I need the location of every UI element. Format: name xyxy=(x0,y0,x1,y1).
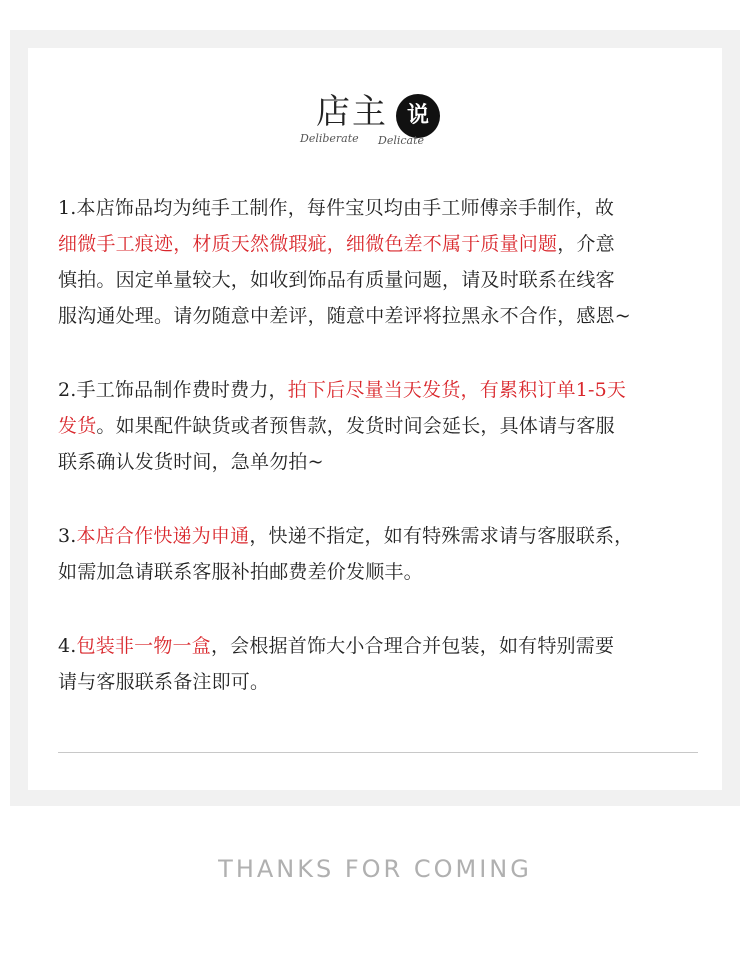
highlight-text: 拍下后尽量当天发货，有累积订单1-5天 xyxy=(287,379,627,401)
notice-paragraph xyxy=(58,190,702,334)
notice-line xyxy=(58,554,702,590)
notice-text: ，介意 xyxy=(557,233,615,255)
highlight-text: 本店合作快递为申通 xyxy=(76,525,250,547)
notice-line xyxy=(58,372,702,408)
notice-line xyxy=(58,664,702,700)
thanks-footer: THANKS FOR COMING xyxy=(218,855,532,883)
logo-script xyxy=(300,132,460,156)
notice-text: 联系确认发货时间，急单勿拍~ xyxy=(58,451,324,473)
notice-text: 如需加急请联系客服补拍邮费差价发顺丰。 xyxy=(58,561,423,583)
logo-title: 店主 xyxy=(316,92,388,132)
notice-paragraph xyxy=(58,518,702,590)
notice-line xyxy=(58,190,702,226)
notice-line xyxy=(58,408,702,444)
logo-script-right: Delicate xyxy=(378,134,425,147)
notice-text: ，快递不指定，如有特殊需求请与客服联系， xyxy=(249,525,634,547)
notice-text: 4. xyxy=(58,635,77,657)
notice-text: ，会根据首饰大小合理合并包装，如有特别需要 xyxy=(210,635,615,657)
notice-paragraph xyxy=(58,372,702,480)
notice-line xyxy=(58,226,702,262)
highlight-text: 细微手工痕迹，材质天然微瑕疵，细微色差不属于质量问题 xyxy=(58,233,558,255)
notice-text: 请与客服联系备注即可。 xyxy=(58,671,270,693)
notice-text: 慎拍。因定单量较大，如收到饰品有质量问题，请及时联系在线客 xyxy=(58,269,615,291)
notice-line xyxy=(58,298,702,334)
notice-paragraph xyxy=(58,628,702,700)
notice-line xyxy=(58,262,702,298)
divider xyxy=(58,752,698,753)
highlight-text: 包装非一物一盒 xyxy=(76,635,211,657)
highlight-text: 发货 xyxy=(58,415,97,437)
notice-line xyxy=(58,628,702,664)
logo-circle-char: 说 xyxy=(396,94,440,138)
notice-line xyxy=(58,518,702,554)
logo-script-left: Deliberate xyxy=(300,132,359,145)
notice-text: 。如果配件缺货或者预售款，发货时间会延长，具体请与客服 xyxy=(96,415,615,437)
notice-text: 2.手工饰品制作费时费力， xyxy=(58,379,288,401)
notice-text: 3. xyxy=(58,525,77,547)
notice-list xyxy=(58,190,702,738)
notice-line xyxy=(58,444,702,480)
shop-owner-says-logo xyxy=(300,50,460,160)
notice-text: 服沟通处理。请勿随意中差评，随意中差评将拉黑永不合作，感恩~ xyxy=(58,305,631,327)
notice-text: 1.本店饰品均为纯手工制作，每件宝贝均由手工师傅亲手制作，故 xyxy=(58,197,615,219)
